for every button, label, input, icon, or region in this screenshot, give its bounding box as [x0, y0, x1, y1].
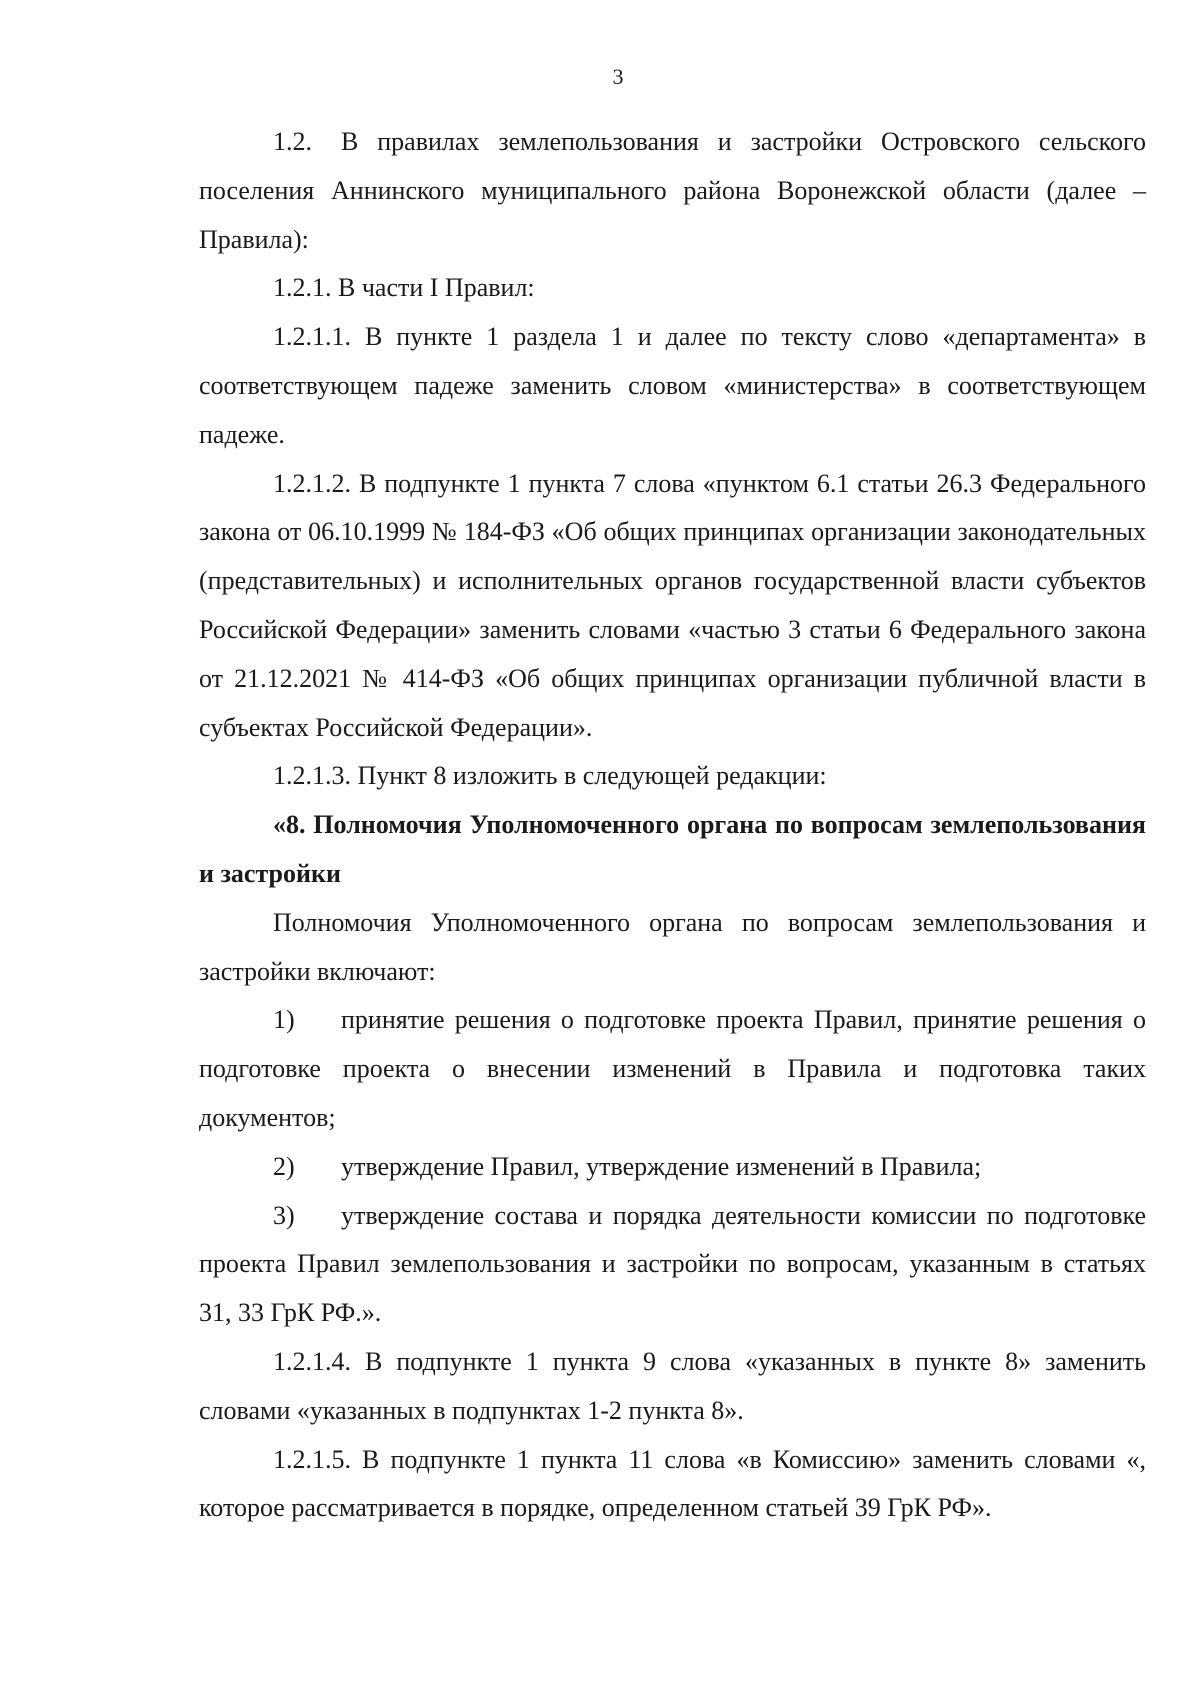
page-number: 3	[612, 64, 624, 89]
list-item-2-text: утверждение Правил, утверждение изменений в Правила;	[341, 1151, 982, 1181]
list-item-2-number: 2)	[273, 1151, 295, 1181]
paragraph-1-2	[199, 118, 1146, 264]
list-item-1-number: 1)	[273, 1005, 295, 1035]
list-item-1	[199, 996, 1146, 1142]
list-item-3	[199, 1192, 1146, 1338]
paragraph-1-2-1-5: 1.2.1.5. В подпункте 1 пункта 11 слова «в Комиссию» заменить словами «, которое рассматривается в порядке, определенном статьей 39 ГрК РФ».	[199, 1444, 1146, 1523]
paragraph-1-2-text: В правилах землепользования и застройки Островского сельского поселения Аннинского муниципального района Воронежской области (далее – Правила):	[199, 127, 1146, 254]
paragraph-1-2-1-3: 1.2.1.3. Пункт 8 изложить в следующей редакции:	[273, 761, 827, 791]
document-body	[199, 118, 1146, 1533]
paragraph-1-2-1-4: 1.2.1.4. В подпункте 1 пункта 9 слова «указанных в пункте 8» заменить словами «указанных в подпунктах 1-2 пункта 8».	[199, 1346, 1146, 1425]
list-item-3-text: утверждение состава и порядка деятельности комиссии по подготовке проекта Правил землепользования и застройки по вопросам, указанным в статьях 31, 33 ГрК РФ.».	[199, 1200, 1146, 1328]
section-8-intro: Полномочия Уполномоченного органа по вопросам землепользования и застройки включают:	[199, 907, 1146, 986]
paragraph-1-2-1-2: 1.2.1.2. В подпункте 1 пункта 7 слова «пунктом 6.1 статьи 26.3 Федерального закона от 06.10.1999 № 184-ФЗ «Об общих принципах организации законодательных (представительных) и исполнительных органов государственной власти субъектов Российской Федерации» заменить словами «частью 3 статьи 6 Федерального закона от 21.12.2021 № 414-ФЗ «Об общих принципах организации публичной власти в субъектах Российской Федерации».	[199, 468, 1146, 742]
list-item-1-text: принятие решения о подготовке проекта Правил, принятие решения о подготовке проекта о внесении изменений в Правила и подготовка таких документов;	[199, 1005, 1146, 1132]
paragraph-1-2-1: 1.2.1. В части I Правил:	[273, 273, 535, 303]
paragraph-1-2-number: 1.2.	[273, 127, 312, 156]
section-8-heading: «8. Полномочия Уполномоченного органа по вопросам землепользования и застройки	[199, 810, 1146, 888]
list-item-3-number: 3)	[273, 1200, 295, 1230]
list-item-2	[199, 1143, 1146, 1192]
paragraph-1-2-1-1: 1.2.1.1. В пункте 1 раздела 1 и далее по тексту слово «департамента» в соответствующем падеже заменить словом «министерства» в соответствующем падеже.	[199, 322, 1146, 449]
